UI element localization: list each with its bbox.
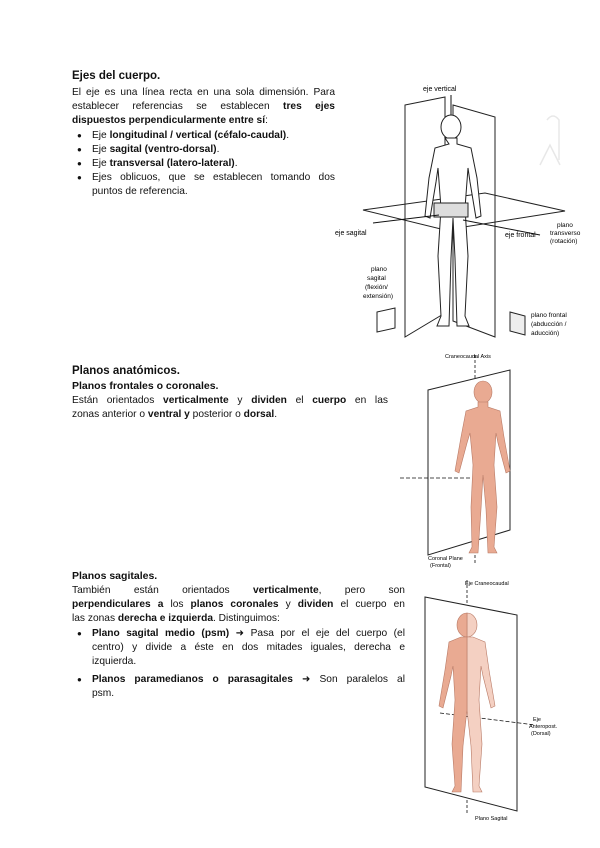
- text-run: . Distinguimos:: [213, 613, 280, 625]
- bullet-pre: Eje: [92, 158, 110, 170]
- sagitales-bullet-list: [72, 627, 405, 702]
- bullet-pre: Eje: [92, 129, 110, 141]
- label-eje-vertical: eje vertical: [423, 86, 457, 93]
- faint-figure-icon: [540, 116, 560, 165]
- subtitle-frontales: Planos frontales o coronales.: [72, 380, 219, 392]
- ejes-intro-line2a: establecer referencias se establecen: [72, 101, 270, 113]
- sagitales-line2: [72, 598, 405, 612]
- sagitales-line1: [72, 584, 405, 598]
- text-run: y: [285, 599, 291, 611]
- small-frontal-plane-icon: [510, 312, 525, 335]
- list-item: [72, 157, 335, 171]
- label-plano-sagital-2: (flexión/: [365, 284, 388, 291]
- text-run: dividen: [251, 395, 287, 406]
- text-run: son: [388, 585, 405, 596]
- text-run: los: [170, 599, 184, 611]
- label-craneocaudal: Craneocaudal Axis: [445, 354, 491, 360]
- label-plano-frontal-2: aducción): [531, 330, 560, 337]
- text-run: dorsal: [243, 409, 275, 421]
- text-run: derecha e izquierda: [117, 613, 214, 625]
- section-title-planos: Planos anatómicos.: [72, 365, 181, 377]
- text-run: orientados: [182, 585, 230, 596]
- bullet-post: .: [234, 158, 238, 170]
- bullet-pre: Ejes oblicuos, que se establecen tomando dos: [92, 172, 335, 184]
- label-anteropost-2: (Dorsal): [531, 731, 551, 737]
- bullet-post: .: [216, 143, 220, 155]
- list-item: [72, 129, 335, 143]
- text-run: Son paralelos al: [319, 674, 405, 686]
- text-run: verticalmente: [252, 585, 319, 596]
- section-title-ejes: Ejes del cuerpo.: [72, 70, 161, 82]
- text-run: el cuerpo en: [340, 599, 405, 611]
- coronal-plane-diagram: [400, 350, 560, 570]
- list-item: [72, 171, 335, 199]
- text-run: .: [274, 409, 278, 421]
- text-run: verticalmente: [163, 395, 229, 406]
- text-run: Planos paramedianos o parasagitales: [92, 674, 293, 686]
- arrow-icon: ➜: [301, 674, 311, 686]
- text-run: están: [133, 585, 159, 596]
- text-run: perpendiculares a: [72, 599, 164, 611]
- text-run: y: [237, 395, 243, 406]
- label-anteropost-1: Anteropost.: [529, 724, 558, 730]
- bullet-bold: sagital (ventro-dorsal): [109, 143, 217, 155]
- ejes-bullet-list: [72, 129, 335, 200]
- list-item: [72, 143, 335, 157]
- arrow-icon: ➜: [235, 627, 245, 639]
- text-run: Pasa por el eje del cuerpo (el: [250, 627, 405, 639]
- coronal-plane: [428, 370, 510, 555]
- label-plano-sagital-3: extensión): [363, 293, 393, 300]
- label-transverso-0: plano: [557, 222, 573, 229]
- text-run: las zonas: [72, 613, 116, 625]
- text-run: ventral y: [147, 409, 190, 421]
- text-run: planos coronales: [190, 599, 279, 611]
- label-plano-frontal-1: (abducción /: [531, 321, 567, 328]
- label-eje-craneocaudal: Eje Craneocaudal: [465, 581, 509, 587]
- bullet-bold: transversal (latero-lateral): [109, 158, 235, 170]
- list-item: [72, 673, 405, 701]
- ejes-intro-line3-tail: :: [265, 115, 268, 127]
- label-transverso-1: transverso: [550, 230, 581, 237]
- frontales-paragraph: [72, 394, 388, 422]
- sagittal-plane-diagram: [405, 575, 565, 825]
- label-plano-sagital-1: sagital: [367, 275, 386, 282]
- frontales-line1: [72, 394, 388, 408]
- list-item: [72, 627, 405, 670]
- bullet-pre: Eje: [92, 143, 110, 155]
- ejes-intro-line3: dispuestos perpendicularmente entre sí: [72, 115, 266, 127]
- label-plano-sagital: Plano Sagital: [475, 816, 508, 822]
- text-run: pero: [344, 585, 366, 596]
- bullet-cont: psm.: [92, 688, 115, 700]
- label-eje-sagital: eje sagital: [335, 230, 367, 237]
- text-run: ,: [318, 585, 322, 596]
- label-plano-sagital-0: plano: [371, 266, 387, 273]
- label-transverso-2: (rotación): [550, 238, 578, 245]
- label-eje-frontal: eje frontal: [505, 232, 536, 239]
- text-run: el: [295, 395, 304, 406]
- bullet-cont: centro) y divide a éste en dos mitades iguales, derecha e: [92, 641, 405, 653]
- text-run: en las: [354, 395, 388, 406]
- text-run: dividen: [297, 599, 334, 611]
- text-run: cuerpo: [312, 395, 347, 406]
- ejes-intro-line1: El eje es una línea recta en una sola dimensión. Para: [72, 87, 335, 98]
- small-sagittal-plane-icon: [377, 308, 395, 332]
- subtitle-sagitales: Planos sagitales.: [72, 570, 158, 582]
- label-coronal-1: (Frontal): [430, 563, 451, 569]
- ejes-intro: [72, 86, 335, 200]
- bullet-cont: izquierda.: [92, 656, 137, 668]
- sagitales-paragraph: [72, 584, 405, 702]
- axes-diagram: [335, 75, 590, 350]
- bullet-bold: longitudinal / vertical (céfalo-caudal): [109, 129, 287, 141]
- text-run: (psm): [201, 627, 230, 639]
- text-run: zonas anterior o: [72, 409, 146, 421]
- text-run: Plano sagital medio: [92, 627, 195, 639]
- label-plano-frontal-0: plano frontal: [531, 312, 567, 319]
- text-run: También: [72, 585, 111, 596]
- label-anteropost-0: Eje: [533, 717, 541, 723]
- sagitales-line3: [72, 612, 405, 626]
- label-coronal-0: Coronal Plane: [428, 556, 463, 562]
- frontales-line2: [72, 408, 388, 422]
- text-run: Están orientados: [72, 395, 155, 406]
- text-run: posterior o: [192, 409, 241, 421]
- ejes-intro-line2b: tres ejes: [283, 101, 335, 113]
- bullet-post: .: [286, 129, 290, 141]
- bullet-cont: puntos de referencia.: [92, 186, 188, 198]
